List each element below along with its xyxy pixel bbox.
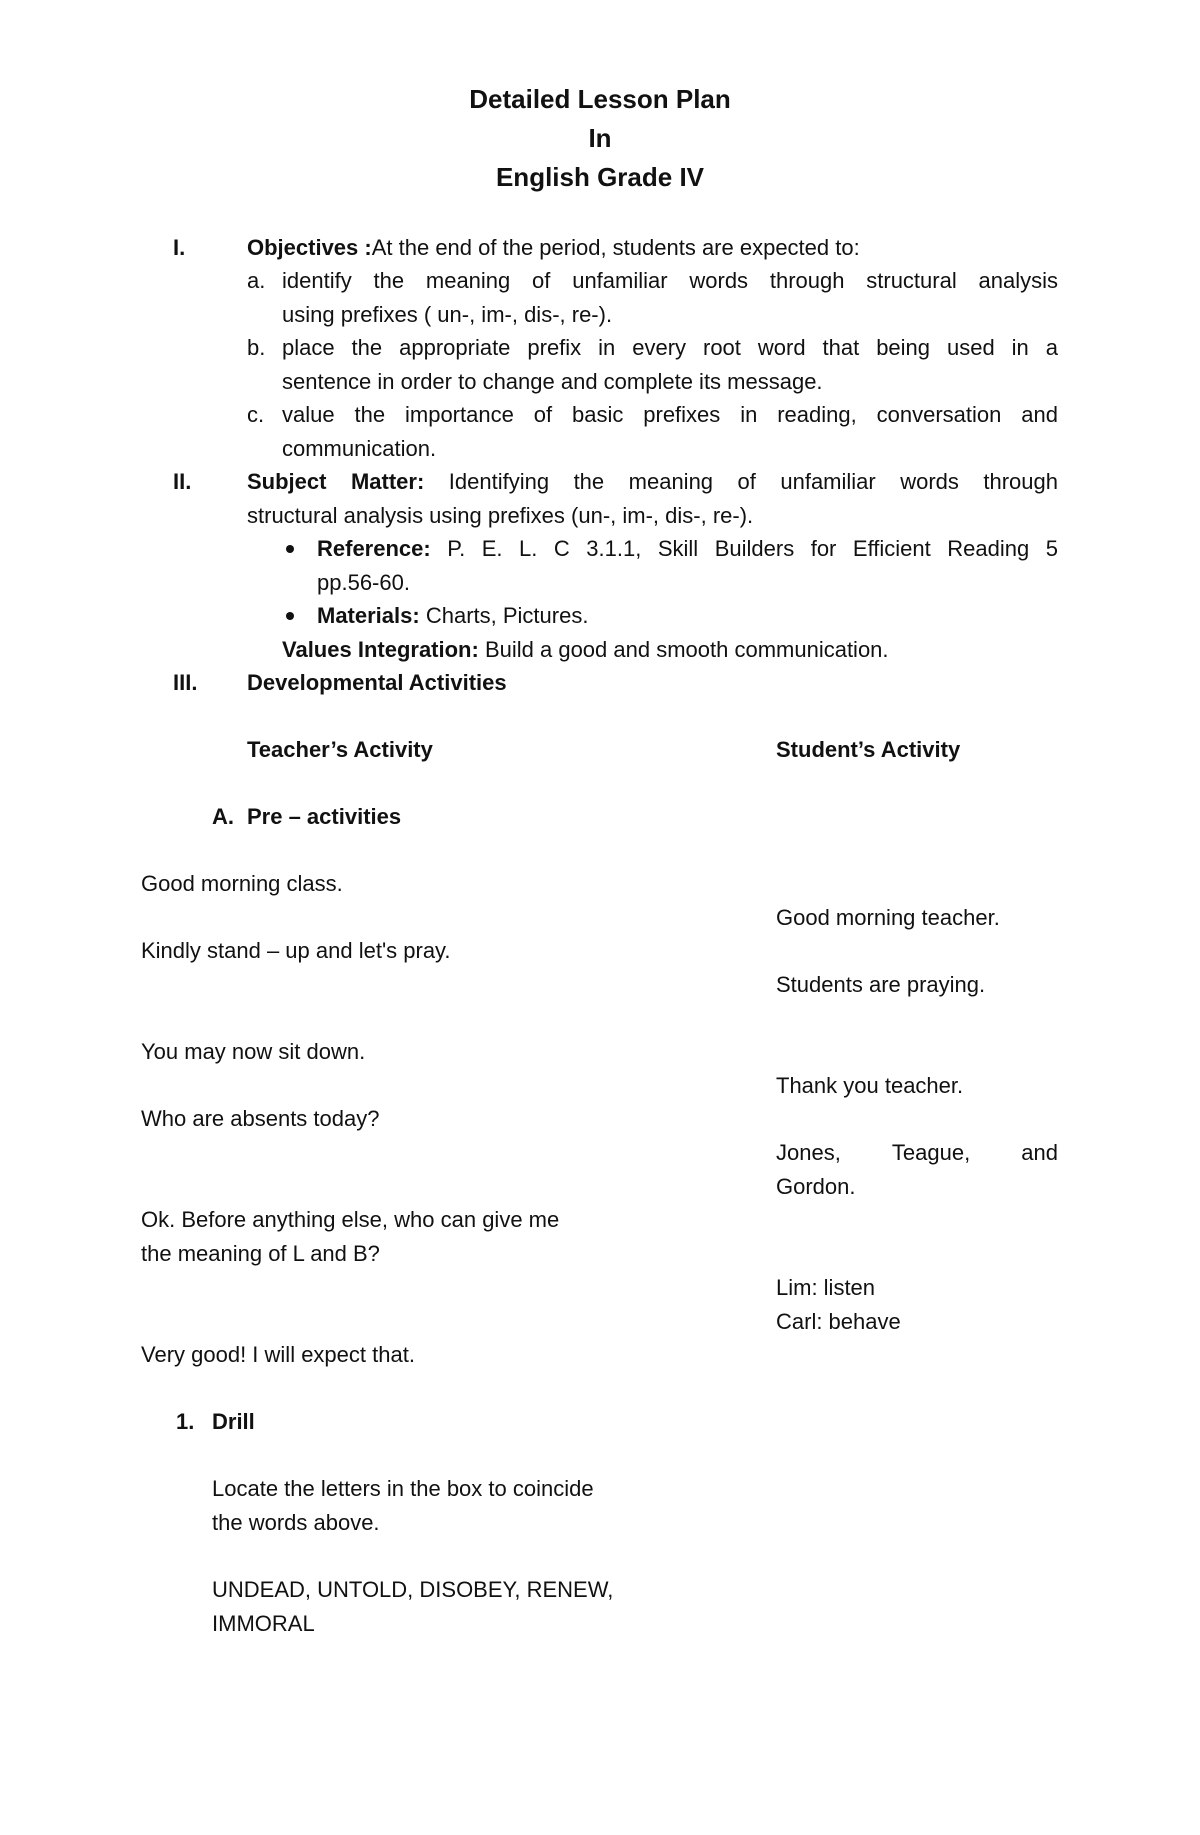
values-text: Build a good and smooth communication. <box>484 637 889 662</box>
materials-label: Materials: <box>317 603 420 628</box>
pre-activities-heading: Pre – activities <box>247 804 402 829</box>
subject-matter-label: Subject Matter: <box>247 469 425 494</box>
student-absent-line <box>776 1136 1058 1170</box>
drill-heading: Drill <box>212 1409 255 1434</box>
drill-instruction-line1: Locate the letters in the box to coincide <box>212 1476 594 1501</box>
objective-b-line2: sentence in order to change and complete its message. <box>282 369 823 394</box>
drill-number: 1. <box>176 1409 195 1434</box>
teacher-line: Ok. Before anything else, who can give me <box>141 1207 560 1232</box>
developmental-heading: Developmental Activities <box>247 670 507 695</box>
subject-matter-text: Identifying the meaning of unfamiliar words through <box>448 469 1058 494</box>
objective-b-line1: place the appropriate prefix in every root word that being used in a <box>282 335 1058 360</box>
teacher-activity-heading: Teacher’s Activity <box>247 737 433 762</box>
reference-line2: pp.56-60. <box>317 570 410 595</box>
student-line: Students are praying. <box>776 972 986 997</box>
student-absent-word: Jones, <box>776 1140 841 1165</box>
objectives-label: Objectives : <box>247 235 372 260</box>
pre-activities-letter: A. <box>212 804 234 829</box>
drill-words-line1: UNDEAD, UNTOLD, DISOBEY, RENEW, <box>212 1577 614 1602</box>
objective-c-line1: value the importance of basic prefixes in reading, conversation and <box>282 402 1058 427</box>
objectives-heading <box>247 231 860 265</box>
materials-line <box>317 599 588 633</box>
objective-letter-c: c. <box>247 402 265 427</box>
objective-a-line2: using prefixes ( un-, im-, dis-, re-). <box>282 302 613 327</box>
drill-instruction-line2: the words above. <box>212 1510 380 1535</box>
teacher-line: You may now sit down. <box>141 1039 366 1064</box>
student-line: Thank you teacher. <box>776 1073 964 1098</box>
objective-a-line1: identify the meaning of unfamiliar words through structural analysis <box>282 268 1058 293</box>
section-numeral-developmental: III. <box>173 670 198 695</box>
subject-matter-line2: structural analysis using prefixes (un-, im-, dis-, re-). <box>247 503 754 528</box>
objective-letter-b: b. <box>247 335 266 360</box>
teacher-line: Very good! I will expect that. <box>141 1342 415 1367</box>
values-integration-line <box>282 633 889 667</box>
section-numeral-objectives: I. <box>173 235 186 260</box>
reference-line1 <box>317 532 1058 566</box>
document-title: Detailed Lesson Plan <box>469 84 731 114</box>
student-line: Good morning teacher. <box>776 905 1000 930</box>
section-numeral-subject-matter: II. <box>173 469 192 494</box>
teacher-line: Good morning class. <box>141 871 343 896</box>
teacher-line: Who are absents today? <box>141 1106 380 1131</box>
student-activity-heading: Student’s Activity <box>776 737 961 762</box>
student-line: Carl: behave <box>776 1309 901 1334</box>
document-subtitle: English Grade IV <box>495 162 705 192</box>
student-absent-word: Teague, <box>891 1140 971 1165</box>
objective-c-line2: communication. <box>282 436 437 461</box>
reference-text: P. E. L. C 3.1.1, Skill Builders for Efficient Reading 5 <box>447 536 1058 561</box>
values-label: Values Integration: <box>282 637 479 662</box>
student-line: Gordon. <box>776 1174 856 1199</box>
objectives-intro: At the end of the period, students are expected to: <box>371 235 860 260</box>
subject-matter-line1 <box>247 465 1058 499</box>
student-absent-word: and <box>1021 1140 1058 1165</box>
materials-text: Charts, Pictures. <box>425 603 589 628</box>
drill-words-line2: IMMORAL <box>212 1611 315 1636</box>
bullet-icon <box>286 612 294 620</box>
student-line: Lim: listen <box>776 1275 876 1300</box>
teacher-line: Kindly stand – up and let's pray. <box>141 938 451 963</box>
teacher-line: the meaning of L and B? <box>141 1241 380 1266</box>
objective-letter-a: a. <box>247 268 266 293</box>
document-title-in: In <box>588 123 612 153</box>
reference-label: Reference: <box>317 536 431 561</box>
bullet-icon <box>286 545 294 553</box>
